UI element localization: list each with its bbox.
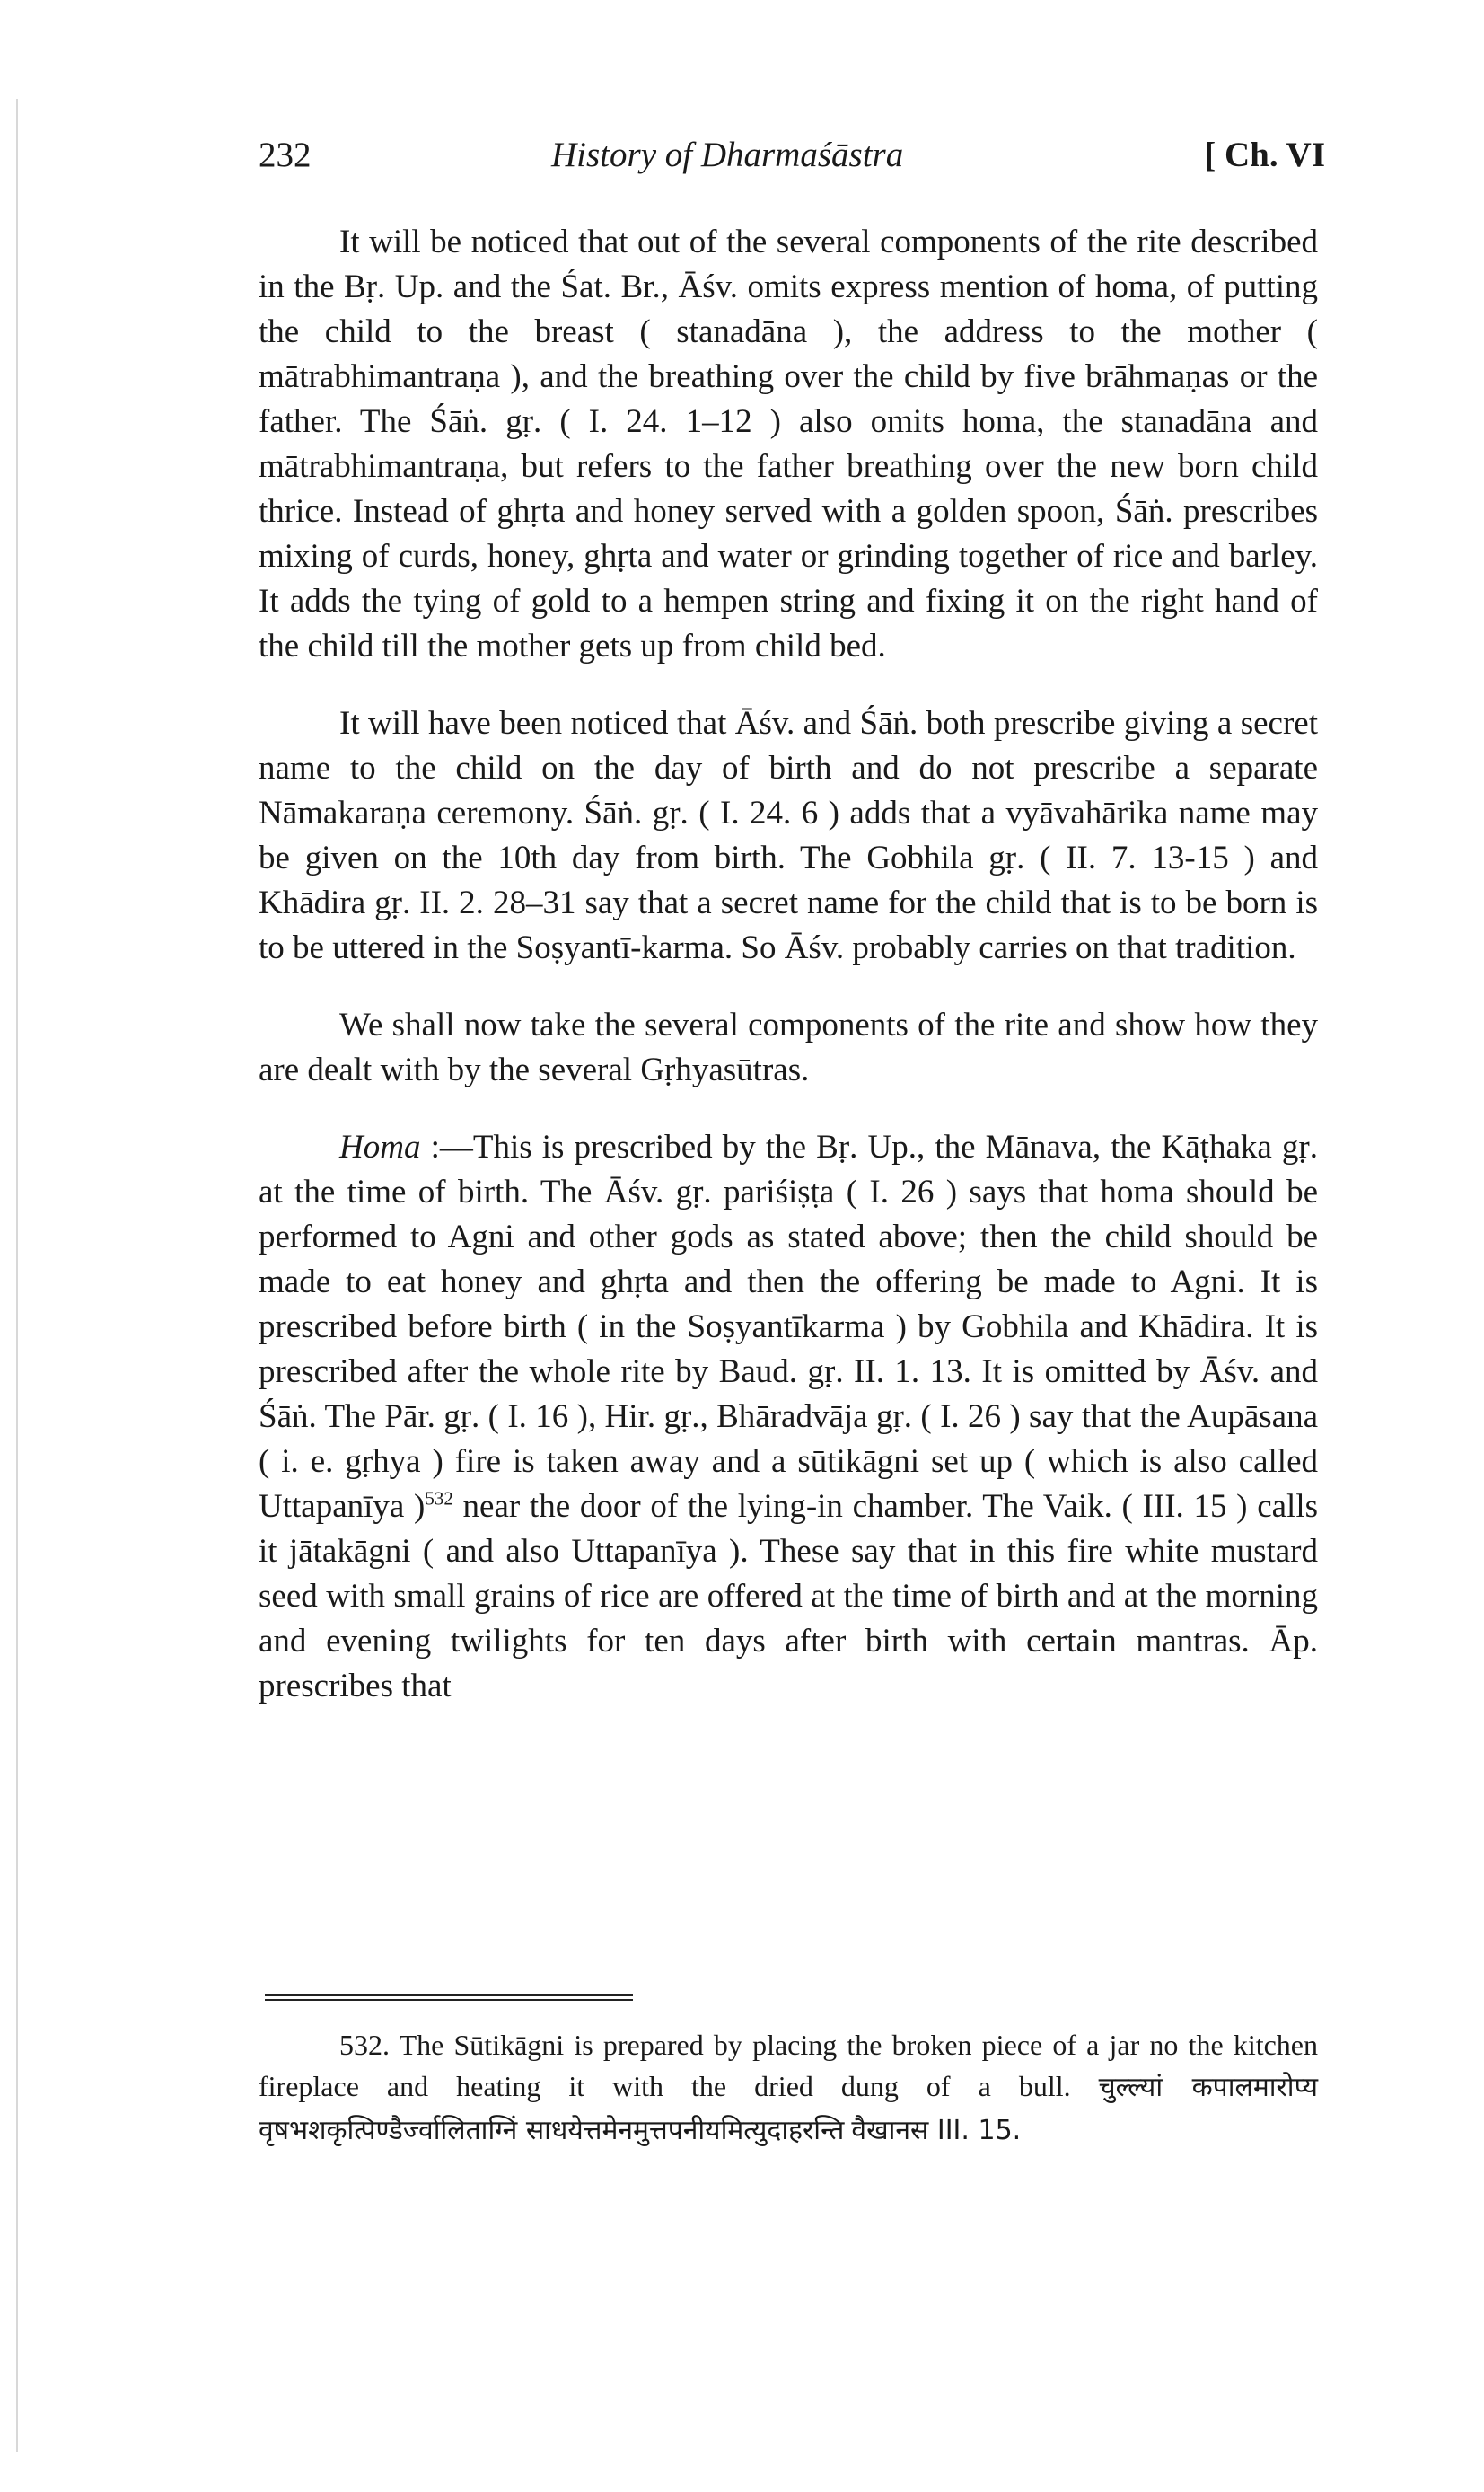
paragraph-4-text: :—This is prescribed by the Bṛ. Up., the Mānava, the Kāṭhaka gṛ. at the time of birth. The Āśv. gṛ. pariśiṣṭa ( I. 26 ) says that homa should be performed to Agni and other gods as stated above; then the child should be made to eat honey and ghṛta and then the offering be made to Agni. It is prescribed before birth ( in the Soṣyantīkarma ) by Gobhila and Khādira. It is prescribed after the whole rite by Baud. gṛ. II. 1. 13. It is omitted by Āśv. and Śāṅ. The Pār. gṛ. ( I. 16 ), Hir. gṛ., Bhāradvāja gṛ. ( I. 26 ) say that the Aupāsana ( i. e. gṛhya ) fire is taken away and a sūtikāgni set up ( which is also called Uttapanīya ) <box>259 1129 1318 1525</box>
footnote-text: The Sūtikāgni is prepared by placing the broken piece of a jar no the kitchen fireplace and heating it with the dried dung of a bull. <box>259 2029 1319 2102</box>
paragraph-4-text-after: near the door of the lying-in chamber. The Vaik. ( III. 15 ) calls it jātakāgni ( and also Uttapanīya ). These say that in this fire white mustard seed with small grains of rice are offered at the time of birth and at the morning and evening twilights for ten days after birth with certain mantras. Āp. prescribes that <box>259 1488 1318 1704</box>
paragraph-4 <box>259 1125 1318 1709</box>
page-edge-line <box>16 99 18 2452</box>
footnote-ref: 532 <box>425 1487 453 1510</box>
paragraph-1: It will be noticed that out of the several components of the rite described in the Bṛ. Up. and the Śat. Br., Āśv. omits express mention of homa, of putting the child to the breast ( stanadāna ), the address to the mother ( mātrabhimantraṇa ), and the breathing over the child by five brāhmaṇas or the father. The Śāṅ. gṛ. ( I. 24. 1–12 ) also omits homa, the stanadāna and mātrabhimantraṇa, but refers to the father breathing over the new born child thrice. Instead of ghṛta and honey served with a golden spoon, Śāṅ. prescribes mixing of curds, honey, ghṛta and water or grinding together of rice and barley. It adds the tying of gold to a hempen string and fixing it on the right hand of the child till the mother gets up from child bed. <box>259 224 1318 665</box>
footnote-sanskrit: चुल्ल्यां कपालमारोप्य वृषभशकृत्पिण्डैर्ज्वालिताग्निं साधयेत्तमेनमुत्तपनीयमित्युदाहरन्ति <box>259 2072 1319 2146</box>
paragraph-2: It will have been noticed that Āśv. and Śāṅ. both prescribe giving a secret name to the child on the day of birth and do not prescribe a separate Nāmakaraṇa ceremony. Śāṅ. gṛ. ( I. 24. 6 ) adds that a vyāvahārika name may be given on the 10th day from birth. The Gobhila gṛ. ( II. 7. 13-15 ) and Khādira gṛ. II. 2. 28–31 say that a secret name for the child that is to be born is to be uttered in the Soṣyantī-karma. So Āśv. probably carries on that tradition. <box>259 705 1318 966</box>
chapter-label: [ Ch. VI <box>1204 136 1325 174</box>
page-number: 232 <box>259 136 312 174</box>
page-header <box>259 135 1336 189</box>
footnote-source: वैखानस III. 15. <box>851 2115 1022 2146</box>
main-text <box>259 220 1318 1741</box>
paragraph-3: We shall now take the several components of the rite and show how they are dealt with by the several Gṛhyasūtras. <box>259 1007 1318 1088</box>
paragraph-4-lead: Homa <box>339 1129 421 1166</box>
running-title: History of Dharmaśāstra <box>551 136 904 174</box>
footnote-rule <box>265 1994 633 2001</box>
footnote-number: 532. <box>339 2029 390 2061</box>
footnote <box>259 2024 1318 2152</box>
footnote-body <box>259 2024 1318 2152</box>
